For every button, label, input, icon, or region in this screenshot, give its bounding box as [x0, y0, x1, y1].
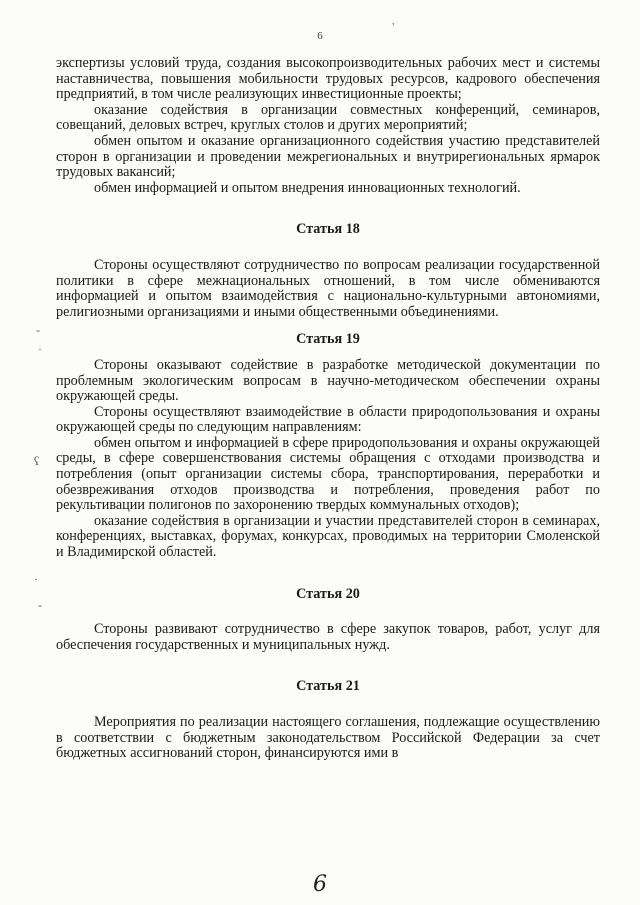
- article-heading: Статья 18: [296, 221, 360, 238]
- paragraph: обмен опытом и оказание организационного содействия участию представителей сторон в организации и проведении межрегиональных и внутрирегиональных ярмарок трудовых вакансий;: [56, 132, 600, 181]
- margin-squiggle: ʕ: [34, 454, 40, 468]
- paragraph: Стороны осуществляют взаимодействие в области природопользования и охраны окружающей среды по следующим направлениям:: [56, 403, 600, 436]
- article-heading: Статья 19: [296, 331, 360, 348]
- article-heading: Статья 21: [296, 678, 360, 695]
- article-heading: Статья 20: [296, 585, 360, 602]
- paragraph: Мероприятия по реализации настоящего соглашения, подлежащие осуществлению в соответствии с бюджетным законодательством Российской Федерации за счет бюджетных ассигнований сторон, финансируются ими в: [56, 714, 600, 762]
- paragraph: оказание содействия в организации совместных конференций, семинаров, совещаний, деловых встреч, круглых столов и других мероприятий;: [56, 101, 600, 134]
- paragraph: экспертизы условий труда, создания высокопроизводительных рабочих мест и системы наставничества, повышения мобильности трудовых ресурсов, кадрового обеспечения предприятий, в том числе реализующих инвестиционные проекты;: [56, 55, 600, 103]
- handwritten-page-number: 6: [313, 872, 327, 897]
- margin-mark-lower: ·: [34, 572, 38, 586]
- paragraph: обмен опытом и информацией в сфере природопользования и охраны окружающей среды, в сфере совершенствования системы обращения с отходами производства и потребления (опыт организации системы сбора, транспортирования, переработки и обезвреживания отходов производства и потребления, проведения работ по рекультивации полигонов по захоронению твердых коммунальных отходов);: [56, 434, 600, 514]
- paragraph: Стороны осуществляют сотрудничество по вопросам реализации государственной политики в сфере межнациональных отношений, в том числе обмениваются информацией и опытом взаимодействия с национально-культурными автономиями, религиозными организациями и иными общественными объединениями.: [56, 256, 600, 320]
- paragraph: Стороны развивают сотрудничество в сфере закупок товаров, работ, услуг для обеспечения государственных и муниципальных нужд.: [56, 621, 600, 653]
- margin-dash-lower: -: [38, 598, 42, 612]
- paragraph: оказание содействия в организации и участии представителей сторон в семинарах, конференциях, выставках, форумах, конкурсах, проводимых на территории Смоленской и Владимирской областей.: [56, 512, 600, 561]
- document-body: [56, 56, 600, 762]
- margin-dash: -: [36, 323, 40, 337]
- margin-dot: ·: [38, 342, 42, 356]
- paragraph: Стороны оказывают содействие в разработке методической документации по проблемным экологическим вопросам в научно-методическом обеспечении охраны окружающей среды.: [56, 356, 600, 405]
- paragraph: обмен информацией и опытом внедрения инновационных технологий.: [94, 179, 521, 196]
- scan-mark: ,: [392, 16, 395, 27]
- page-number: 6: [317, 30, 323, 42]
